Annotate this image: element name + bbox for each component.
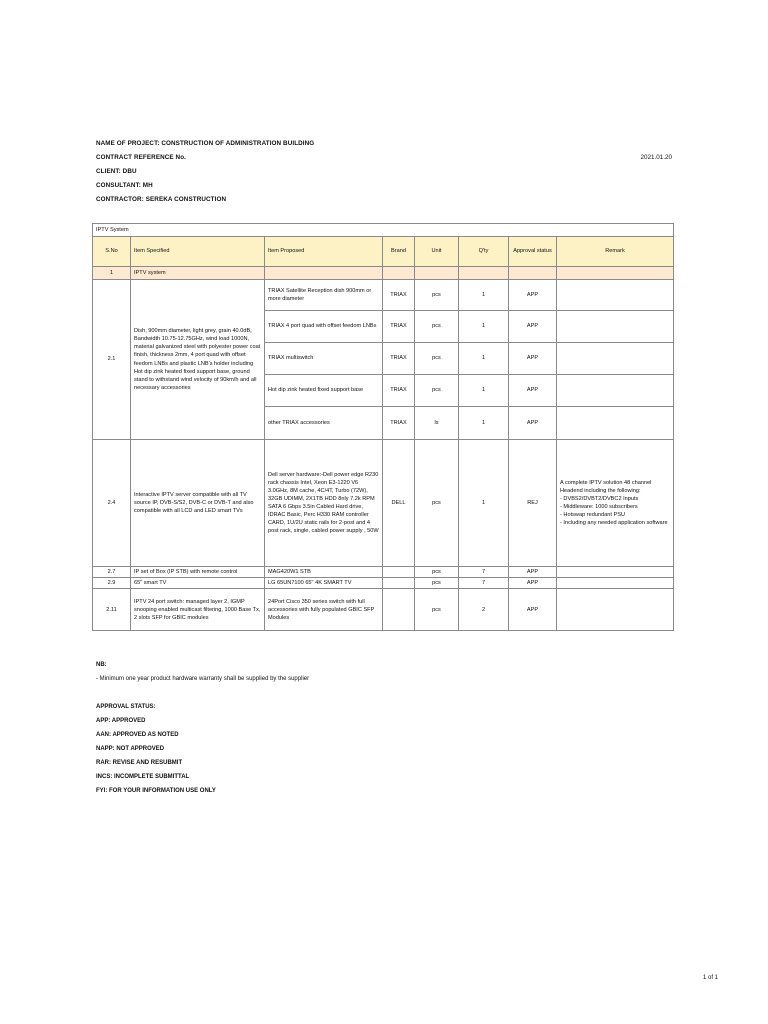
item-remark	[557, 375, 674, 407]
table-row	[93, 440, 674, 567]
item-unit: pcs	[415, 280, 459, 311]
col-header-qty: Q'ty	[459, 237, 509, 267]
section-number: 1	[93, 267, 131, 280]
approval-status-title: APPROVAL STATUS:	[96, 704, 156, 710]
section-name: IPTV system	[131, 267, 265, 280]
item-status: APP	[509, 407, 557, 440]
item-unit: pcs	[415, 440, 459, 567]
consultant: CONSULTANT: MH	[96, 182, 153, 189]
item-proposed: TRIAX 4 port quad with offset feedom LNBs	[265, 311, 383, 343]
item-proposed: 24Port Cisco 350 series switch with full accessories with fully populated GBIC SFP Modules	[265, 589, 383, 631]
item-remark	[557, 578, 674, 589]
status-legend-item: FYI: FOR YOUR INFORMATION USE ONLY	[96, 788, 216, 794]
item-unit: pcs	[415, 567, 459, 578]
status-legend-item: NAPP: NOT APPROVED	[96, 746, 165, 752]
item-proposed: MAG420W1 STB	[265, 567, 383, 578]
item-qty: 1	[459, 343, 509, 375]
list-item: - Middleware: 1000 subscribers	[560, 504, 638, 510]
item-brand: TRIAX	[383, 407, 415, 440]
item-remark	[557, 440, 674, 567]
item-qty: 1	[459, 311, 509, 343]
table-row	[93, 280, 674, 311]
list-item: - DVBS2/DVBT2/DVBC2 Inputs	[560, 495, 639, 502]
status-legend-item: RAR: REVISE AND RESUBMIT	[96, 760, 183, 766]
contract-reference: CONTRACT REFERENCE No.	[96, 154, 187, 161]
remark-list	[560, 495, 670, 527]
item-specified: Dish, 900mm diameter, light grey, grain 40.0dB, Bandwidth 10.75-12.75GHz, wind load 1000N, material galvanized steel with polyester power coat finish, thickness 2mm, 4 port quad with offset feedom LNBs and plastic LNB's holder including Hot dip zink heated fixed support base, ground stand to withstand wind velocity of 90km/h and all necessary accessories	[131, 280, 265, 440]
item-remark	[557, 589, 674, 631]
item-unit: ls	[415, 407, 459, 440]
client: CLIENT: DBU	[96, 168, 137, 175]
item-proposed: LG 65UN7100 65" 4K SMART TV	[265, 578, 383, 589]
item-number: 2.1	[93, 280, 131, 440]
item-unit: pcs	[415, 589, 459, 631]
item-status: APP	[509, 589, 557, 631]
item-status: APP	[509, 343, 557, 375]
item-status: APP	[509, 578, 557, 589]
item-remark	[557, 567, 674, 578]
item-brand	[383, 567, 415, 578]
item-status: APP	[509, 311, 557, 343]
item-specified: IPTV 24 port switch: managed layer 2, IGMP snooping enabled multicast filtering, 1000 Base Tx, 2 slots SFP for GBIC modules	[131, 589, 265, 631]
document-date: 2021.01.20	[640, 154, 672, 161]
item-unit: pcs	[415, 311, 459, 343]
notes-section	[96, 658, 309, 798]
status-legend-item: AAN: APPROVED AS NOTED	[96, 732, 179, 738]
item-proposed: TRIAX Satellite Reception dish 900mm or more diameter	[265, 280, 383, 311]
item-qty: 1	[459, 407, 509, 440]
item-qty: 1	[459, 440, 509, 567]
col-header-specified: Item Specified	[131, 237, 265, 267]
item-status: REJ	[509, 440, 557, 567]
list-item: - Hotswap redundant PSU	[560, 512, 625, 519]
item-qty: 2	[459, 589, 509, 631]
table-row	[93, 578, 674, 589]
item-unit: pcs	[415, 375, 459, 407]
item-remark	[557, 280, 674, 311]
item-unit: pcs	[415, 578, 459, 589]
item-brand	[383, 578, 415, 589]
item-proposed: TRIAX multiswitch	[265, 343, 383, 375]
item-qty: 1	[459, 375, 509, 407]
table-header-row	[93, 237, 674, 267]
item-proposed: Hot dip zink heated fixed support base	[265, 375, 383, 407]
col-header-proposed: Item Proposed	[265, 237, 383, 267]
col-header-approval: Approval status	[509, 237, 557, 267]
remark-intro: A complete IPTV solution 48 channel Headend including the following:	[560, 479, 652, 494]
item-qty: 7	[459, 567, 509, 578]
item-specified: IP set of Box (IP STB) with remote control	[131, 567, 265, 578]
table-row	[93, 589, 674, 631]
item-specified: 65" smart TV	[131, 578, 265, 589]
item-specified: Interactive IPTV server compatible with all TV source IP, DVB-S/S2, DVB-C or DVB-T and also compatible with all LCD and LED smart TVs	[131, 440, 265, 567]
item-number: 2.11	[93, 589, 131, 631]
table-title: IPTV System	[93, 224, 674, 237]
item-remark	[557, 311, 674, 343]
iptv-approval-table	[92, 223, 674, 631]
col-header-unit: Unit	[415, 237, 459, 267]
section-row	[93, 267, 674, 280]
status-legend-item: INCS: INCOMPLETE SUBMITTAL	[96, 774, 190, 780]
item-brand: TRIAX	[383, 280, 415, 311]
item-number: 2.4	[93, 440, 131, 567]
item-status: APP	[509, 280, 557, 311]
project-name: NAME OF PROJECT: CONSTRUCTION OF ADMINISTRATION BUILDING	[96, 140, 315, 147]
item-remark	[557, 343, 674, 375]
item-qty: 1	[459, 280, 509, 311]
table-row	[93, 567, 674, 578]
page-number: 1 of 1	[702, 975, 718, 981]
item-number: 2.7	[93, 567, 131, 578]
item-number: 2.9	[93, 578, 131, 589]
item-status: APP	[509, 567, 557, 578]
list-item: - Including any needed application software	[560, 520, 668, 527]
col-header-remark: Remark	[557, 237, 674, 267]
item-status: APP	[509, 375, 557, 407]
status-legend-item: APP: APPROVED	[96, 718, 146, 724]
nb-label: NB:	[96, 662, 107, 668]
item-brand: TRIAX	[383, 343, 415, 375]
contractor: CONTRACTOR: SEREKA CONSTRUCTION	[96, 196, 227, 203]
item-brand: TRIAX	[383, 311, 415, 343]
item-brand: TRIAX	[383, 375, 415, 407]
item-proposed: other TRIAX accessories	[265, 407, 383, 440]
item-brand: DELL	[383, 440, 415, 567]
item-proposed: Dell server hardware:-Dell power edge R230 rack chassis Intel, Xeon E3-1220 V6 3.0GHz, 8M cache, 4C/4T, Turbo (72W), 32GB UDIMM, 2X1TB HDD 8nly 7.2k RPM SATA 6 Gbps 3.5in Cabled Hard drive, IDRAC Basic, Perc H330 RAM controller CARD, 1U/2U static rails for 2-post and 4 post rack, single, cabled power supply , 50W	[265, 440, 383, 567]
col-header-sno: S.No	[93, 237, 131, 267]
item-qty: 7	[459, 578, 509, 589]
item-remark	[557, 407, 674, 440]
col-header-brand: Brand	[383, 237, 415, 267]
item-brand	[383, 589, 415, 631]
nb-text: - Minimum one year product hardware warranty shall be supplied by the supplier	[96, 676, 310, 682]
item-unit: pcs	[415, 343, 459, 375]
